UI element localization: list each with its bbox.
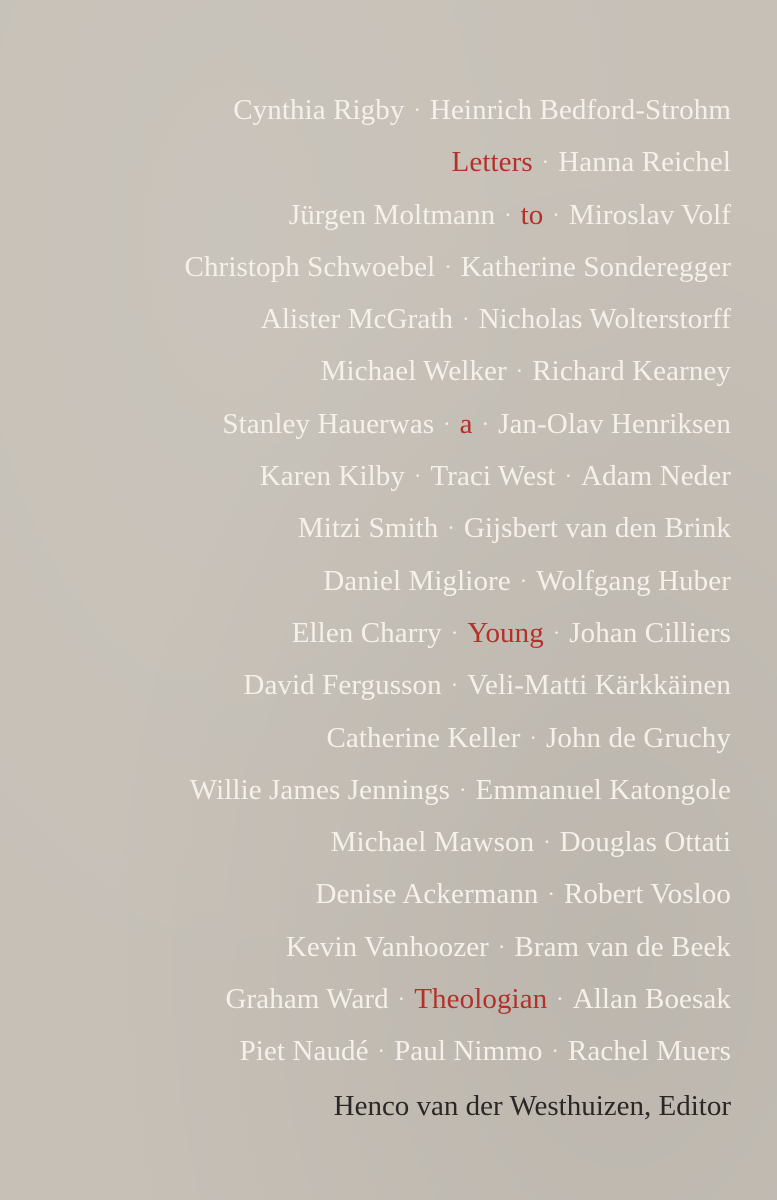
- contributor-name: Jan-Olav Henriksen: [498, 407, 731, 440]
- separator-dot: ·: [397, 986, 406, 1012]
- contributor-name: Wolfgang Huber: [536, 564, 731, 597]
- contributor-name: Christoph Schwoebel: [184, 250, 436, 283]
- separator-dot: ·: [450, 619, 459, 645]
- contributor-name: Rachel Muers: [567, 1035, 731, 1068]
- contributor-line: [31, 1025, 731, 1077]
- title-word-to: to: [520, 198, 544, 231]
- contributor-name: Kevin Vanhoozer: [285, 930, 489, 963]
- contributor-line: [31, 921, 731, 973]
- contributor-name: Stanley Hauerwas: [222, 407, 435, 440]
- contributor-name: Karen Kilby: [259, 460, 405, 493]
- separator-dot: ·: [543, 829, 551, 855]
- title-word-young: Young: [467, 616, 544, 649]
- separator-dot: ·: [414, 463, 422, 489]
- title-word-letters: Letters: [451, 146, 533, 179]
- contributor-name: Michael Welker: [320, 355, 507, 388]
- contributor-name: Emmanuel Katongole: [475, 773, 731, 806]
- contributor-line: [31, 659, 731, 711]
- separator-dot: ·: [551, 1038, 559, 1064]
- contributor-name: Graham Ward: [225, 983, 389, 1016]
- contributor-line: [31, 607, 731, 659]
- contributor-line: [31, 868, 731, 920]
- contributor-name: Miroslav Volf: [568, 198, 731, 231]
- contributor-line: [31, 293, 731, 345]
- contributor-name: Gijsbert van den Brink: [463, 512, 731, 545]
- separator-dot: ·: [552, 619, 561, 645]
- contributor-list: [31, 84, 731, 1078]
- separator-dot: ·: [413, 97, 421, 122]
- contributor-name: Katherine Sonderegger: [460, 250, 731, 283]
- contributor-line: [31, 502, 731, 554]
- contributor-name: Jürgen Moltmann: [288, 198, 496, 231]
- contributor-line: [31, 345, 731, 397]
- contributor-name: Denise Ackermann: [315, 878, 539, 911]
- separator-dot: ·: [552, 201, 560, 227]
- separator-dot: ·: [497, 933, 506, 959]
- contributor-name: Michael Mawson: [330, 826, 535, 859]
- contributor-line: [31, 764, 731, 816]
- contributor-name: Cynthia Rigby: [233, 94, 405, 126]
- separator-dot: ·: [459, 776, 467, 802]
- contributor-name: Daniel Migliore: [323, 564, 511, 597]
- separator-dot: ·: [515, 358, 524, 384]
- contributor-line: [31, 398, 731, 450]
- separator-dot: ·: [564, 463, 573, 489]
- contributor-name: John de Gruchy: [545, 721, 731, 754]
- contributor-name: Heinrich Bedford-Strohm: [429, 94, 731, 126]
- separator-dot: ·: [443, 410, 451, 436]
- contributor-name: Paul Nimmo: [394, 1035, 543, 1068]
- separator-dot: ·: [450, 672, 459, 698]
- separator-dot: ·: [547, 881, 555, 907]
- contributor-name: Bram van de Beek: [514, 930, 731, 963]
- contributor-name: David Fergusson: [243, 669, 442, 702]
- separator-dot: ·: [481, 410, 490, 436]
- contributor-line: [31, 555, 731, 607]
- contributor-line: [31, 712, 731, 764]
- contributor-line: [31, 450, 731, 502]
- contributor-name: Traci West: [430, 460, 556, 493]
- separator-dot: ·: [541, 149, 550, 175]
- contributor-name: Ellen Charry: [291, 616, 442, 649]
- separator-dot: ·: [447, 515, 455, 541]
- separator-dot: ·: [462, 306, 470, 332]
- contributor-name: Nicholas Wolterstorff: [478, 303, 731, 336]
- contributor-name: Adam Neder: [581, 460, 731, 493]
- contributor-name: Catherine Keller: [326, 721, 521, 754]
- contributor-line: [31, 973, 731, 1025]
- contributor-line: [31, 84, 731, 136]
- contributor-line: [31, 189, 731, 241]
- contributor-name: Douglas Ottati: [559, 826, 731, 859]
- title-word-a: a: [459, 407, 473, 440]
- contributor-line: [31, 136, 731, 188]
- contributor-line: [31, 816, 731, 868]
- separator-dot: ·: [377, 1038, 386, 1064]
- contributor-name: Piet Naudé: [239, 1035, 369, 1068]
- contributor-name: Allan Boesak: [572, 983, 731, 1016]
- title-word-theologian: Theologian: [414, 983, 548, 1016]
- contributor-name: Willie James Jennings: [189, 773, 451, 806]
- separator-dot: ·: [504, 201, 512, 227]
- contributor-line: [31, 241, 731, 293]
- separator-dot: ·: [529, 724, 537, 750]
- contributor-name: Hanna Reichel: [558, 146, 731, 179]
- contributor-name: Robert Vosloo: [563, 878, 731, 911]
- contributor-name: Veli-Matti Kärkkäinen: [467, 669, 731, 702]
- contributor-name: Johan Cilliers: [569, 616, 731, 649]
- separator-dot: ·: [556, 986, 564, 1012]
- editor-credit: Henco van der Westhuizen, Editor: [333, 1090, 731, 1122]
- contributor-name: Richard Kearney: [532, 355, 731, 388]
- separator-dot: ·: [519, 567, 528, 593]
- contributor-name: Mitzi Smith: [297, 512, 439, 545]
- separator-dot: ·: [444, 253, 452, 279]
- contributor-name: Alister McGrath: [260, 303, 454, 336]
